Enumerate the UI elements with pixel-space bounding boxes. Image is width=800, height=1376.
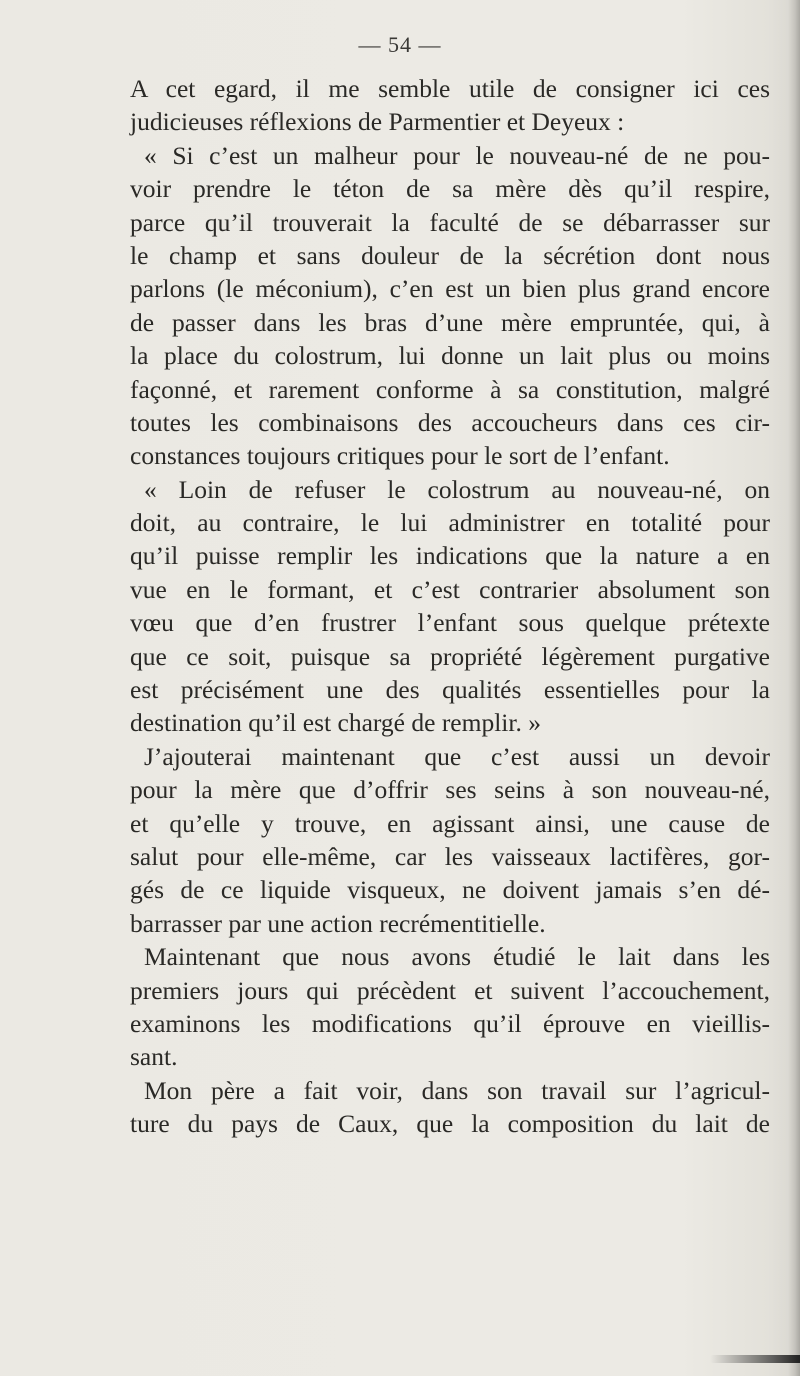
text-line: le champ et sans douleur de la sécrétion dont nous [130, 240, 770, 270]
text-line: « Si c’est un malheur pour le nouveau-né de ne pou- [144, 140, 770, 170]
text-line: barrasser par une action recrémentitielle. [130, 908, 546, 938]
text-line: parce qu’il trouverait la faculté de se débarrasser sur [130, 207, 770, 237]
text-line: de passer dans les bras d’une mère empruntée, qui, à [130, 307, 770, 337]
text-line: toutes les combinaisons des accoucheurs dans ces cir- [130, 407, 770, 437]
text-line: pour la mère que d’offrir ses seins à son nouveau-né, [130, 775, 770, 805]
text-line: Mon père a fait voir, dans son travail sur l’agricul- [144, 1075, 770, 1105]
text-line: doit, au contraire, le lui administrer en totalité pour [130, 508, 770, 538]
text-line: judicieuses réflexions de Parmentier et Deyeux : [130, 107, 625, 137]
page-number: — 54 — [358, 32, 442, 57]
text-line: A cet egard, il me semble utile de consigner ici ces [130, 74, 770, 103]
text-line: ture du pays de Caux, que la composition du lait de [130, 1109, 770, 1139]
text-line: salut pour elle-même, car les vaisseaux lactifères, gor- [130, 841, 770, 871]
text-line: est précisément une des qualités essentielles pour la [130, 675, 770, 705]
text-line: la place du colostrum, lui donne un lait plus ou moins [130, 341, 770, 371]
text-line: J’ajouterai maintenant que c’est aussi un devoir [144, 741, 770, 771]
page-edge-shadow [788, 0, 800, 1376]
text-line: parlons (le méconium), c’en est un bien plus grand encore [130, 274, 770, 304]
page-corner-mark [710, 1355, 800, 1363]
text-line: qu’il puisse remplir les indications que la nature a en [130, 541, 770, 571]
text-line: destination qu’il est chargé de remplir. » [130, 708, 541, 738]
text-line: sant. [130, 1042, 178, 1072]
text-line: et qu’elle y trouve, en agissant ainsi, une cause de [130, 808, 770, 838]
text-line: gés de ce liquide visqueux, ne doivent jamais s’en dé- [130, 875, 770, 905]
text-line: voir prendre le téton de sa mère dès qu’il respire, [130, 174, 770, 204]
body-text [130, 72, 770, 1141]
text-line: façonné, et rarement conforme à sa constitution, malgré [130, 374, 770, 404]
text-line: que ce soit, puisque sa propriété légèrement purgative [130, 641, 770, 671]
text-line: examinons les modifications qu’il éprouve en vieillis- [130, 1008, 770, 1038]
text-line: vue en le formant, et c’est contrarier absolument son [130, 574, 770, 604]
text-line: vœu que d’en frustrer l’enfant sous quelque prétexte [130, 608, 770, 638]
text-line: « Loin de refuser le colostrum au nouveau-né, on [144, 474, 770, 504]
text-line: Maintenant que nous avons étudié le lait dans les [144, 942, 770, 972]
text-line: premiers jours qui précèdent et suivent l’accouchement, [130, 975, 770, 1005]
text-line: constances toujours critiques pour le sort de l’enfant. [130, 441, 670, 471]
